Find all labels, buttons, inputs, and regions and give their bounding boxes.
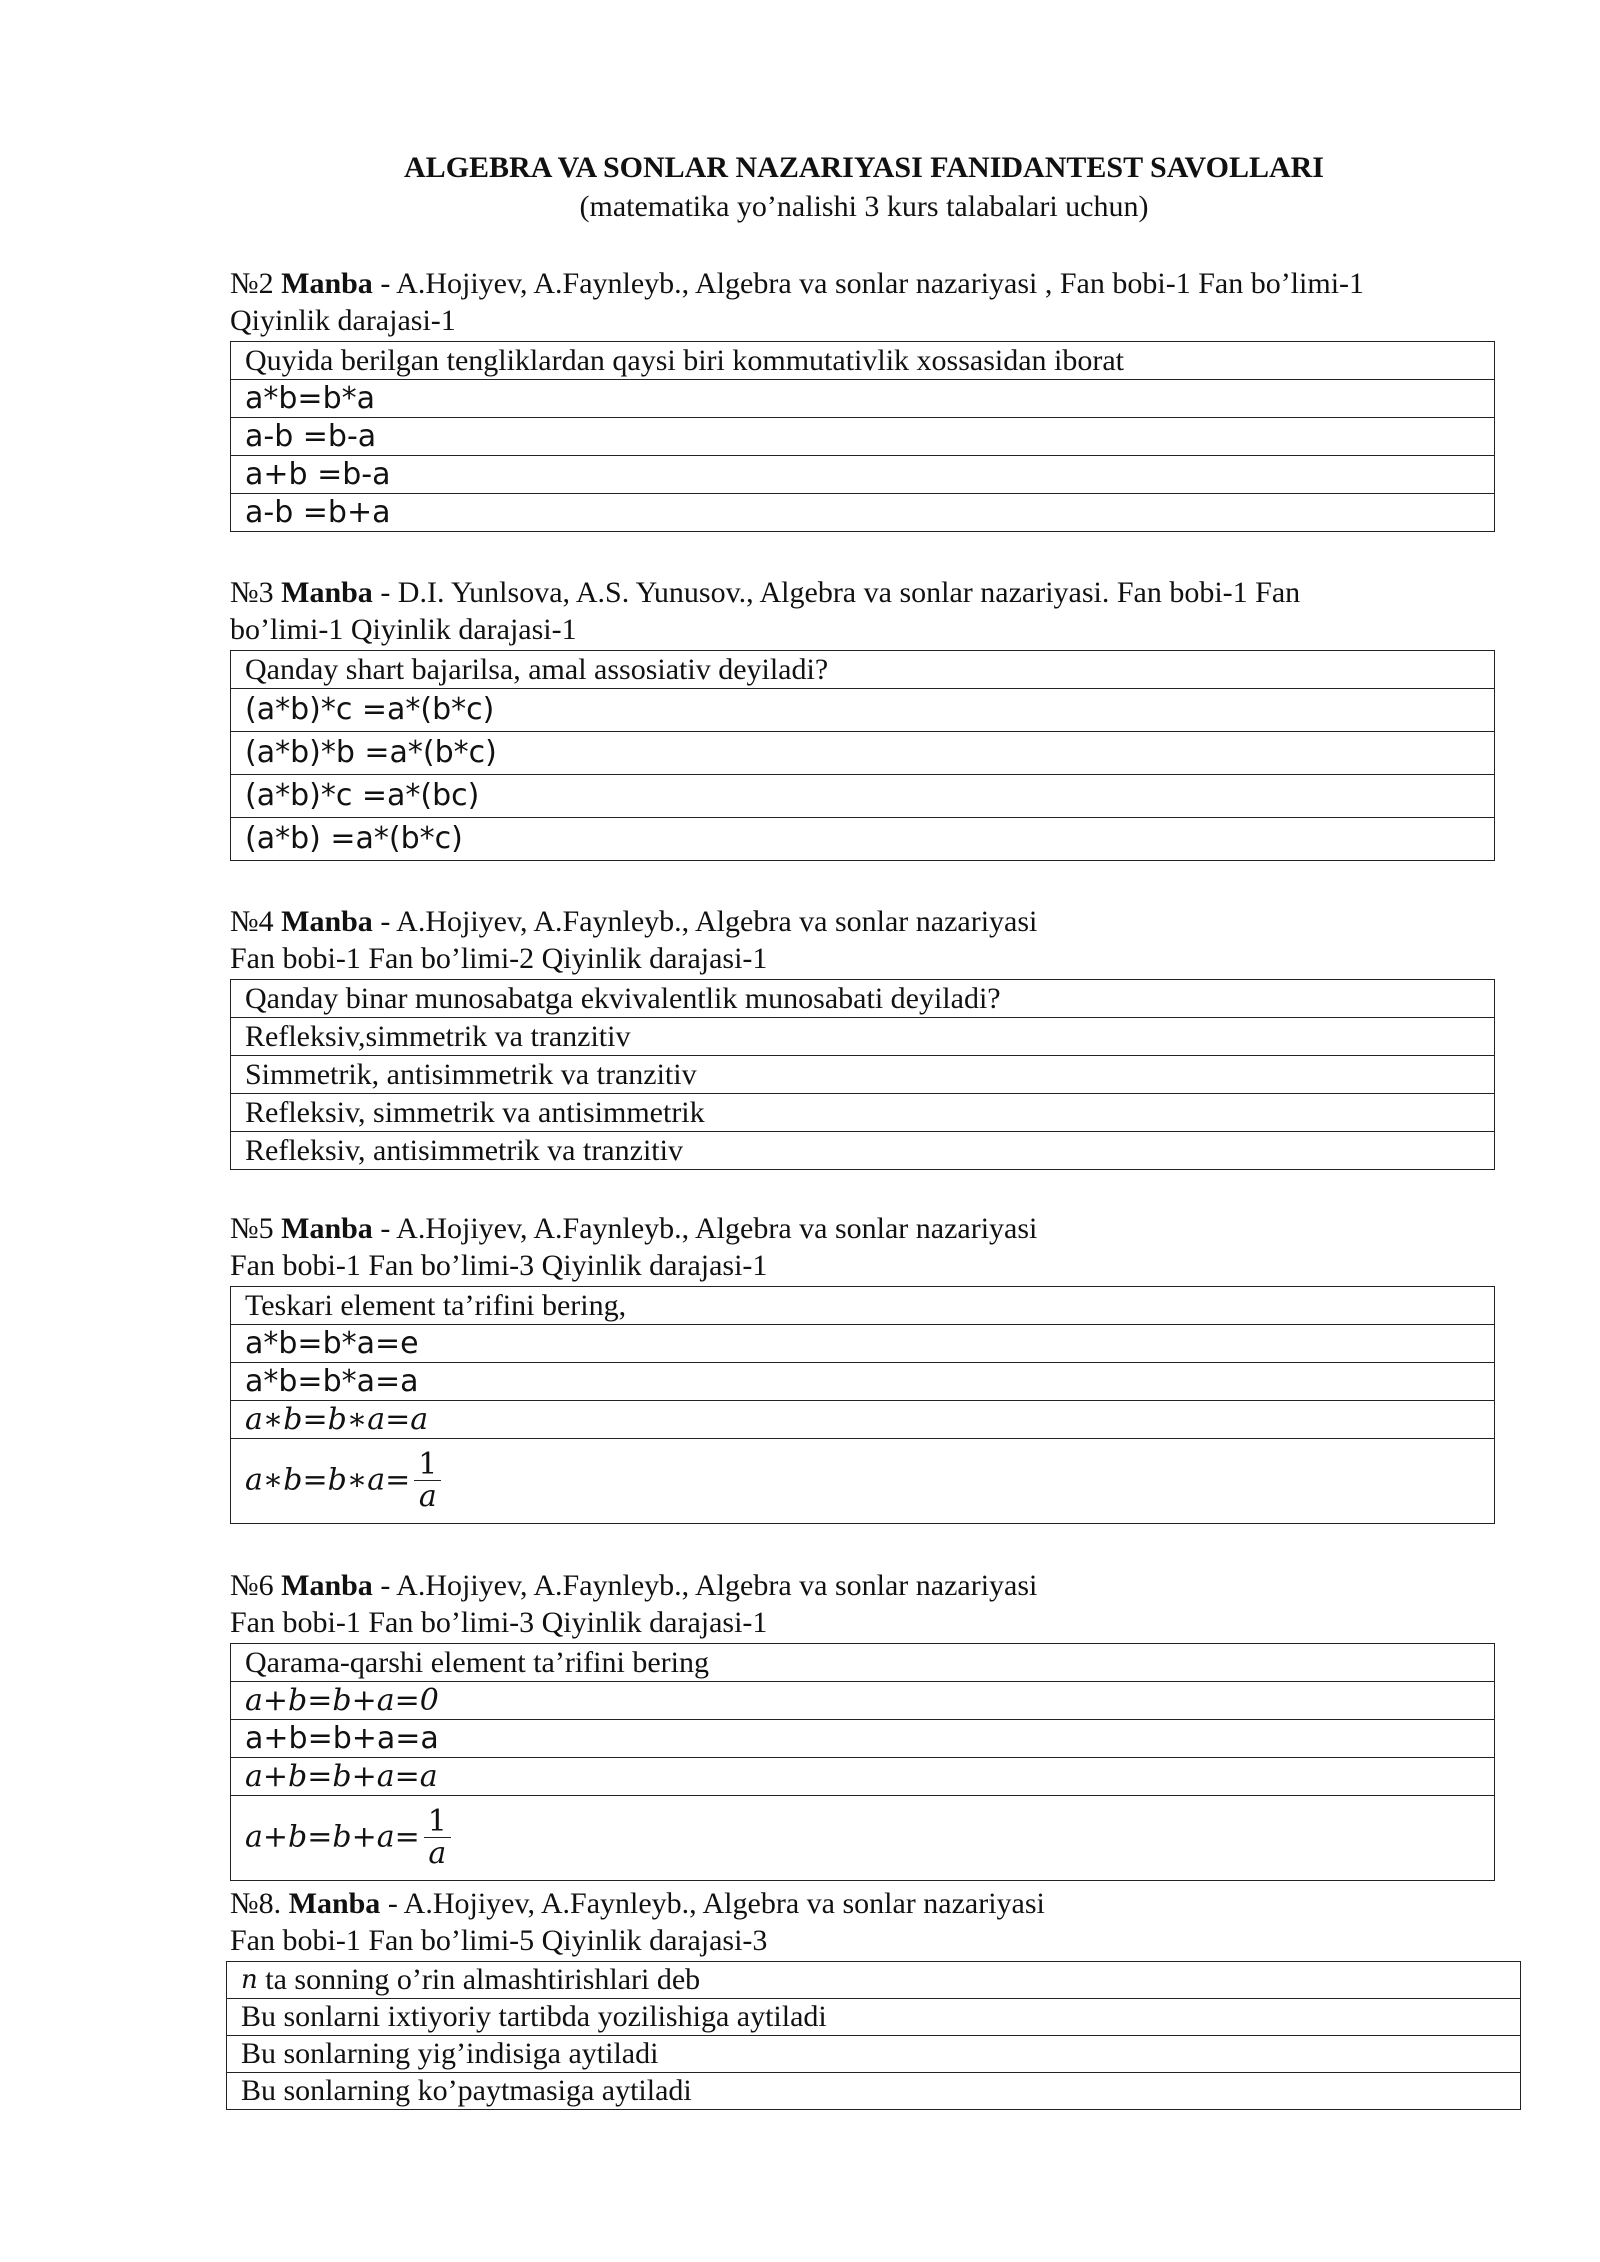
- question-block-2: [230, 265, 1495, 532]
- fraction-denominator: a: [428, 1835, 447, 1871]
- page-title: ALGEBRA VA SONLAR NAZARIYASI FANIDANTEST SAVOLLARI: [404, 151, 1324, 184]
- source-text: - A.Hojiyev, A.Faynleyb., Algebra va sonlar nazariyasi: [372, 905, 1038, 938]
- question-number: №6: [230, 1569, 274, 1602]
- answer-option: a-b =b-a: [231, 418, 1495, 456]
- answer-option: a+b=b+a=: [245, 1819, 420, 1854]
- question-number: №4: [230, 905, 274, 938]
- question-table: [230, 1286, 1495, 1524]
- answer-option: Bu sonlarni ixtiyoriy tartibda yozilishiga aytiladi: [227, 1999, 1521, 2036]
- question-number: №5: [230, 1212, 274, 1245]
- answer-option: (a*b)*c =a*(bc): [231, 775, 1495, 818]
- question-table: [230, 1643, 1495, 1881]
- source-text: - A.Hojiyev, A.Faynleyb., Algebra va sonlar nazariyasi: [372, 1212, 1038, 1245]
- manba-label: Manba: [281, 1212, 373, 1245]
- answer-option: Refleksiv, antisimmetrik va tranzitiv: [231, 1132, 1495, 1170]
- question-block-8: [226, 1885, 1521, 2110]
- answer-option-fraction: [231, 1439, 1495, 1524]
- question-block-3: [230, 574, 1495, 861]
- answer-option: a+b=b+a=a: [231, 1758, 1495, 1796]
- fraction-denominator: a: [418, 1478, 437, 1514]
- question-number: №3: [230, 576, 274, 609]
- question-text: Teskari element ta’rifini bering,: [231, 1287, 1495, 1325]
- difficulty-text: Fan bobi-1 Fan bo’limi-5 Qiyinlik darajasi-3: [230, 1924, 768, 1957]
- manba-label: Manba: [281, 905, 373, 938]
- answer-option: a-b =b+a: [231, 494, 1495, 532]
- difficulty-text: Qiyinlik darajasi-1: [230, 304, 456, 337]
- answer-option: (a*b)*c =a*(b*c): [231, 689, 1495, 732]
- answer-option: Refleksiv, simmetrik va antisimmetrik: [231, 1094, 1495, 1132]
- source-text: - A.Hojiyev, A.Faynleyb., Algebra va sonlar nazariyasi , Fan bobi-1 Fan bo’limi-1: [372, 267, 1365, 300]
- answer-option: Simmetrik, antisimmetrik va tranzitiv: [231, 1056, 1495, 1094]
- question-text: Qanday shart bajarilsa, amal assosiativ deyiladi?: [231, 651, 1495, 689]
- fraction: [424, 1803, 451, 1871]
- question-block-6: [230, 1567, 1495, 1881]
- answer-option: Refleksiv,simmetrik va tranzitiv: [231, 1018, 1495, 1056]
- question-header: [226, 1885, 1521, 1959]
- question-table: [230, 650, 1495, 861]
- answer-option: a∗b=b∗a=a: [231, 1401, 1495, 1439]
- difficulty-text: Fan bobi-1 Fan bo’limi-3 Qiyinlik darajasi-1: [230, 1606, 768, 1639]
- question-text: Qarama-qarshi element ta’rifini bering: [231, 1644, 1495, 1682]
- question-block-5: [230, 1210, 1495, 1524]
- source-text: - A.Hojiyev, A.Faynleyb., Algebra va sonlar nazariyasi: [380, 1887, 1045, 1920]
- fraction-numerator: 1: [414, 1450, 441, 1481]
- difficulty-text: Fan bobi-1 Fan bo’limi-3 Qiyinlik darajasi-1: [230, 1249, 768, 1282]
- answer-option: a+b=b+a=0: [231, 1682, 1495, 1720]
- fraction: [414, 1446, 441, 1514]
- question-text-row: [227, 1962, 1521, 1999]
- answer-option: (a*b)*b =a*(b*c): [231, 732, 1495, 775]
- question-header: [230, 265, 1495, 339]
- answer-option: a*b=b*a=e: [231, 1325, 1495, 1363]
- answer-option: a*b=b*a: [231, 380, 1495, 418]
- manba-label: Manba: [288, 1887, 381, 1920]
- answer-option: Bu sonlarning yig’indisiga aytiladi: [227, 2036, 1521, 2073]
- question-table: [230, 979, 1495, 1170]
- source-text: - D.I. Yunlsova, A.S. Yunusov., Algebra va sonlar nazariyasi. Fan bobi-1 Fan: [372, 576, 1301, 609]
- question-text: Qanday binar munosabatga ekvivalentlik munosabati deyiladi?: [231, 980, 1495, 1018]
- question-text: Quyida berilgan tengliklardan qaysi biri kommutativlik xossasidan iborat: [231, 342, 1495, 380]
- manba-label: Manba: [281, 576, 373, 609]
- question-table: [230, 341, 1495, 532]
- question-number: №2: [230, 267, 274, 300]
- variable-n: n: [241, 1965, 258, 1995]
- manba-label: Manba: [281, 1569, 373, 1602]
- fraction-numerator: 1: [424, 1807, 451, 1838]
- question-table: [226, 1961, 1521, 2110]
- manba-label: Manba: [281, 267, 373, 300]
- question-block-4: [230, 903, 1495, 1170]
- question-number: №8.: [230, 1887, 282, 1920]
- difficulty-text: bo’limi-1 Qiyinlik darajasi-1: [230, 613, 577, 646]
- question-header: [230, 903, 1495, 977]
- question-header: [230, 574, 1495, 648]
- question-header: [230, 1567, 1495, 1641]
- question-text: ta sonning o’rin almashtirishlari deb: [257, 1963, 701, 1996]
- answer-option: Bu sonlarning ko’paytmasiga aytiladi: [227, 2073, 1521, 2110]
- source-text: - A.Hojiyev, A.Faynleyb., Algebra va sonlar nazariyasi: [372, 1569, 1038, 1602]
- answer-option-fraction: [231, 1796, 1495, 1881]
- answer-option: a+b=b+a=a: [231, 1720, 1495, 1758]
- page-subtitle: (matematika yo’nalishi 3 kurs talabalari uchun): [579, 190, 1149, 223]
- answer-option: a∗b=b∗a=: [245, 1462, 411, 1497]
- difficulty-text: Fan bobi-1 Fan bo’limi-2 Qiyinlik darajasi-1: [230, 942, 768, 975]
- question-header: [230, 1210, 1495, 1284]
- answer-option: a*b=b*a=a: [231, 1363, 1495, 1401]
- answer-option: (a*b) =a*(b*c): [231, 818, 1495, 861]
- answer-option: a+b =b-a: [231, 456, 1495, 494]
